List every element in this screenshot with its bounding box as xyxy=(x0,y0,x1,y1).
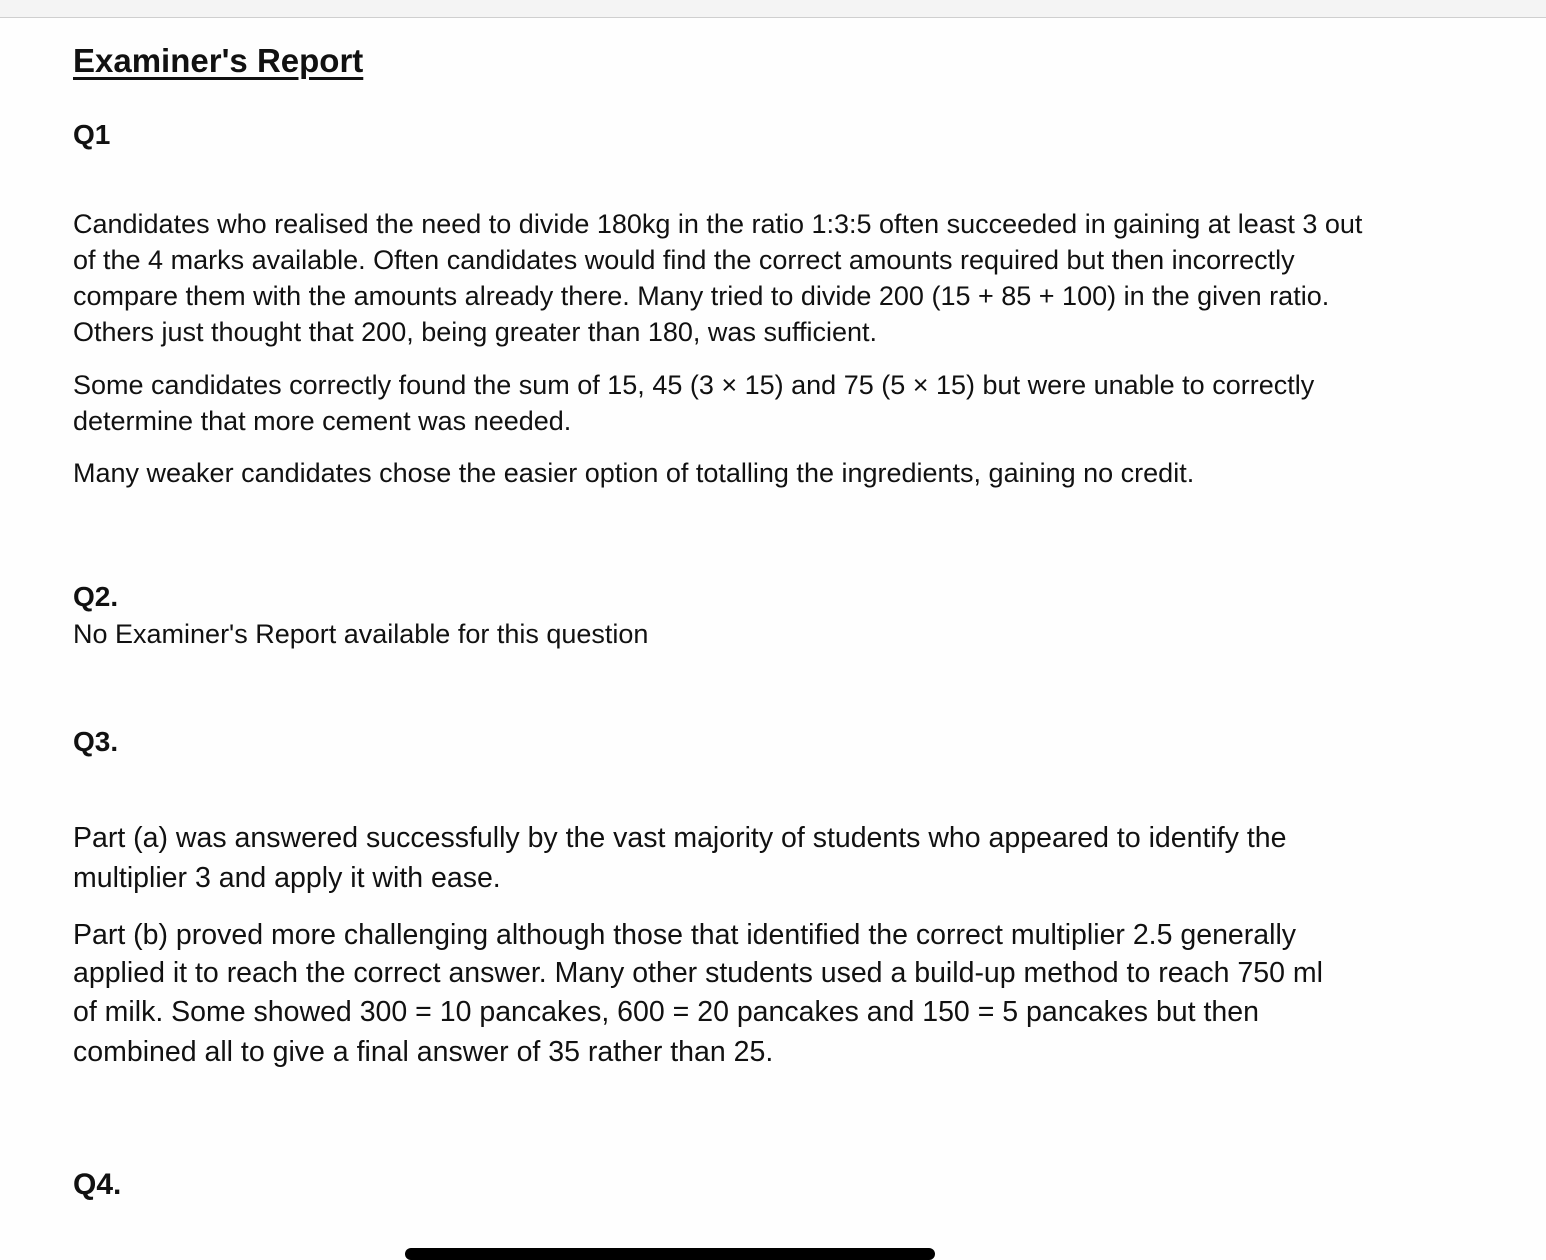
top-bar xyxy=(0,0,1546,18)
q3-line: applied it to reach the correct answer. Many other students used a build-up method to reach 750 ml xyxy=(73,957,1323,989)
q1-line: Some candidates correctly found the sum of 15, 45 (3 × 15) and 75 (5 × 15) but were unable to correctly xyxy=(73,370,1315,400)
page-title: Examiner's Report xyxy=(73,42,364,79)
q1-line: determine that more cement was needed. xyxy=(73,406,572,436)
q3-line: Part (a) was answered successfully by the vast majority of students who appeared to identify the xyxy=(73,822,1287,854)
q3-heading: Q3. xyxy=(73,726,119,757)
q2-line: No Examiner's Report available for this question xyxy=(73,619,649,649)
q3-line: of milk. Some showed 300 = 10 pancakes, 600 = 20 pancakes and 150 = 5 pancakes but then xyxy=(73,996,1259,1028)
q1-line: Candidates who realised the need to divide 180kg in the ratio 1:3:5 often succeeded in gaining at least 3 out xyxy=(73,209,1363,239)
q1-line: Others just thought that 200, being greater than 180, was sufficient. xyxy=(73,317,878,347)
q1-line: compare them with the amounts already there. Many tried to divide 200 (15 + 85 + 100) in the given ratio. xyxy=(73,281,1330,311)
q3-line: combined all to give a final answer of 35 rather than 25. xyxy=(73,1036,774,1068)
q1-line: Many weaker candidates chose the easier option of totalling the ingredients, gaining no credit. xyxy=(73,458,1195,488)
home-indicator[interactable] xyxy=(405,1248,935,1260)
q2-heading: Q2. xyxy=(73,581,119,612)
q3-line: Part (b) proved more challenging although those that identified the correct multiplier 2.5 generally xyxy=(73,919,1297,951)
q3-line: multiplier 3 and apply it with ease. xyxy=(73,862,501,894)
q1-line: of the 4 marks available. Often candidates would find the correct amounts required but then incorrectly xyxy=(73,245,1295,275)
q4-heading: Q4. xyxy=(73,1168,122,1201)
q1-heading: Q1 xyxy=(73,119,111,150)
